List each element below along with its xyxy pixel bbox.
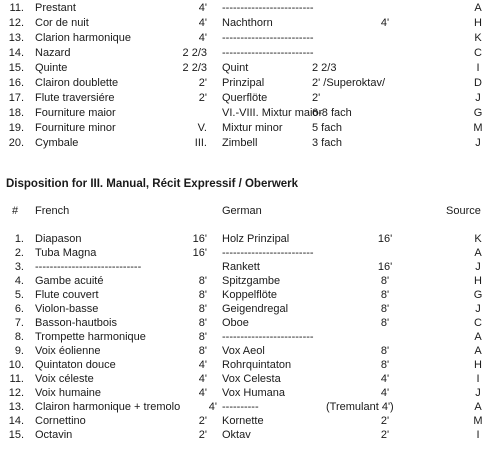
table-row: 15. Quinte 2 2/3 Quint 2 2/3 I	[8, 62, 480, 74]
table-row: 2. Tuba Magna 16' ------------------------- A	[14, 247, 482, 259]
table-row: 13. Clarion harmonique 4' ------------------------- K	[8, 32, 482, 44]
table-row: 9. Voix éolienne 8' Vox Aeol 8' A	[14, 345, 482, 357]
table-row: 18. Fourniture maior VI.-VIII. Mixtur maior 6-8 fach G	[8, 107, 483, 119]
section-heading: Disposition for III. Manual, Récit Expressif / Oberwerk	[6, 178, 299, 190]
table-row: 8. Trompette harmonique 8' ------------------------- A	[14, 331, 482, 343]
table-row: 14. Nazard 2 2/3 ------------------------- C	[8, 47, 482, 59]
table-row: 17. Flute traversiére 2' Querflöte 2' J	[8, 92, 481, 104]
table-row: 14. Cornettino 2' Kornette 2' M	[8, 415, 483, 427]
table-row: 1. Diapason 16' Holz Prinzipal 16' K	[14, 233, 482, 245]
table-row: 4. Gambe acuité 8' Spitzgambe 8' H	[14, 275, 482, 287]
table-row: 20. Cymbale III. Zimbell 3 fach J	[8, 137, 481, 149]
table-row: 5. Flute couvert 8' Koppelflöte 8' G	[14, 289, 483, 301]
table-row: 10. Quintaton douce 4' Rohrquintaton 8' H	[8, 359, 482, 371]
column-header-source: Source	[446, 205, 481, 217]
table-row: 7. Basson-hautbois 8' Oboe 8' C	[14, 317, 482, 329]
column-header-number: #	[12, 205, 19, 217]
table-row: 13. Clairon harmonique + tremolo 4' ---------- (Tremulant 4') A	[8, 401, 482, 413]
table-row: 12. Voix humaine 4' Vox Humana 4' J	[8, 387, 481, 399]
table-row: 12. Cor de nuit 4' Nachthorn 4' H	[8, 17, 482, 29]
column-header-german: German	[222, 205, 262, 217]
table-row: 6. Violon-basse 8' Geigendregal 8' J	[14, 303, 481, 315]
table-row: 11. Prestant 4' ------------------------- A	[9, 2, 482, 14]
table-row: 3. ----------------------------- Rankett 16' J	[14, 261, 481, 273]
table-row: 19. Fourniture minor V. Mixtur minor 5 fach M	[8, 122, 483, 134]
table-row: 16. Clairon doublette 2' Prinzipal 2' /Superoktav/ D	[8, 77, 482, 89]
table-row: 15. Octavin 2' Oktav 2' I	[8, 429, 480, 441]
table-row: 11. Voix céleste 4' Vox Celesta 4' I	[9, 373, 480, 385]
column-header-french: French	[35, 205, 70, 217]
